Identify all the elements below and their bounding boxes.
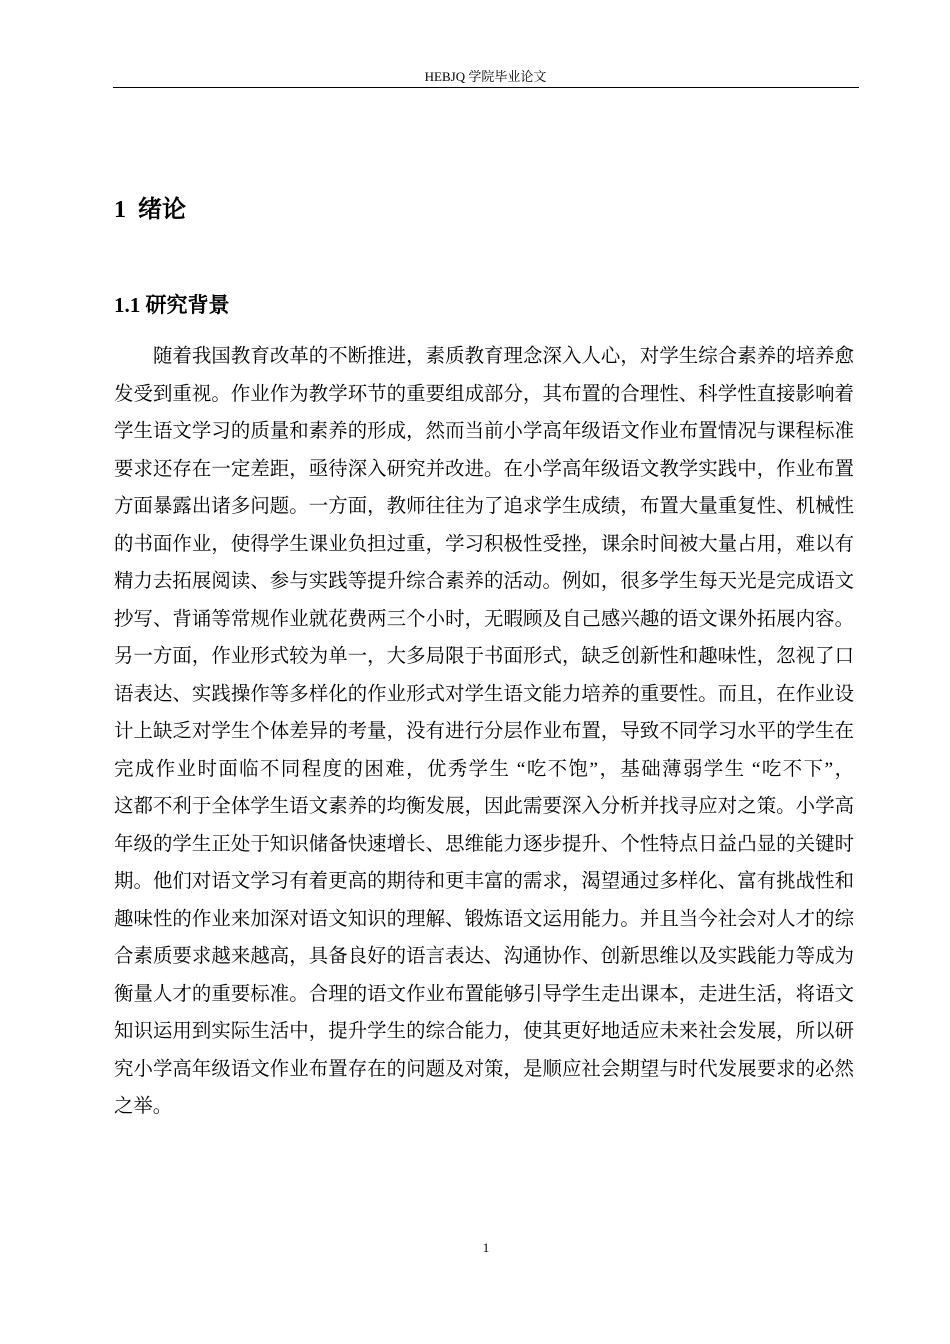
page-number: 1 — [482, 1240, 490, 1255]
paragraph-line: 学生语文学习的质量和素养的形成，然而当前小学高年级语文作业布置情况与课程标准 — [114, 421, 854, 442]
paragraph-line: 期。他们对语文学习有着更高的期待和更丰富的需求，渴望通过多样化、富有挑战性和 — [114, 871, 854, 892]
paragraph-line: 方面暴露出诸多问题。一方面，教师往往为了追求学生成绩，布置大量重复性、机械性 — [114, 496, 854, 517]
paragraph-line: 另一方面，作业形式较为单一，大多局限于书面形式，缺乏创新性和趣味性，忽视了口 — [114, 646, 854, 667]
paragraph-line: 的书面作业，使得学生课业负担过重，学习积极性受挫，课余时间被大量占用，难以有 — [114, 533, 854, 555]
paragraph-line: 计上缺乏对学生个体差异的考量，没有进行分层作业布置，导致不同学习水平的学生在 — [114, 721, 854, 742]
paragraph-line: 要求还存在一定差距，亟待深入研究并改进。在小学高年级语文教学实践中，作业布置 — [114, 458, 854, 480]
chapter-number: 1 — [114, 197, 126, 223]
paragraph-line: 知识运用到实际生活中，提升学生的综合能力，使其更好地适应未来社会发展，所以研 — [114, 1021, 854, 1042]
paragraph-line: 语表达、实践操作等多样化的作业形式对学生语文能力培养的重要性。而且，在作业设 — [114, 683, 854, 705]
paragraph-line: 发受到重视。作业作为教学环节的重要组成部分，其布置的合理性、科学性直接影响着 — [114, 383, 854, 405]
paragraph-line: 趣味性的作业来加深对语文知识的理解、锻炼语文运用能力。并且当今社会对人才的综 — [114, 908, 854, 930]
paragraph-line: 精力去拓展阅读、参与实践等提升综合素养的活动。例如，很多学生每天光是完成语文 — [114, 571, 854, 592]
section-heading — [114, 289, 230, 319]
section-number: 1.1 — [114, 293, 141, 317]
paragraph-line: 衡量人才的重要标准。合理的语文作业布置能够引导学生走出课本，走进生活，将语文 — [114, 983, 854, 1005]
chapter-title: 绪论 — [138, 197, 186, 223]
header-rule — [113, 87, 859, 88]
paragraph-line: 随着我国教育改革的不断推进，素质教育理念深入人心，对学生综合素养的培养愈 — [153, 346, 854, 367]
paragraph-line: 究小学高年级语文作业布置存在的问题及对策，是顺应社会期望与时代发展要求的必然 — [114, 1058, 854, 1080]
paragraph-line: 抄写、背诵等常规作业就花费两三个小时，无暇顾及自己感兴趣的语文课外拓展内容。 — [114, 608, 854, 630]
running-header: HEBJQ 学院毕业论文 — [424, 69, 547, 84]
chapter-heading — [114, 189, 186, 224]
paragraph-line: 完成作业时面临不同程度的困难，优秀学生 “吃不饱”，基础薄弱学生 “吃不下”， — [114, 758, 854, 780]
paragraph-line: 之举。 — [114, 1096, 173, 1117]
section-title: 研究背景 — [145, 293, 230, 317]
body-paragraph — [114, 338, 854, 1126]
paragraph-line: 这都不利于全体学生语文素养的均衡发展，因此需要深入分析并找寻应对之策。小学高 — [114, 796, 854, 817]
paragraph-line: 合素质要求越来越高，具备良好的语言表达、沟通协作、创新思维以及实践能力等成为 — [114, 946, 854, 967]
paragraph-line: 年级的学生正处于知识储备快速增长、思维能力逐步提升、个性特点日益凸显的关键时 — [114, 833, 854, 855]
